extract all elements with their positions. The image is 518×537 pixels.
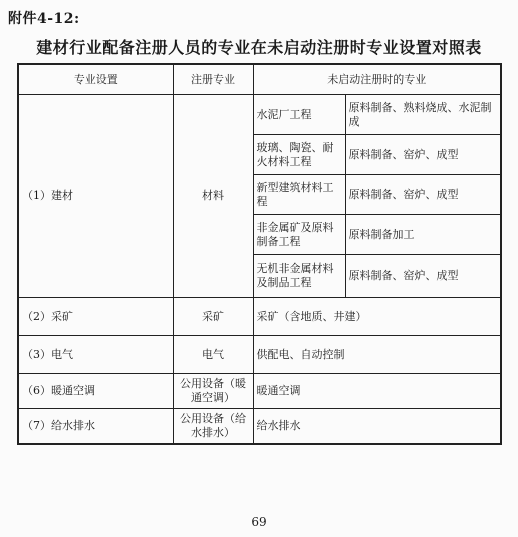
- unregistered-cell: 采矿（含地质、井建）: [253, 298, 501, 336]
- annex-label: 附件4-12:: [8, 11, 80, 27]
- sub-specialty-cell: 玻璃、陶瓷、耐火材料工程: [253, 135, 345, 175]
- registered-cell: 采矿: [173, 298, 253, 336]
- unregistered-cell: 供配电、自动控制: [253, 336, 501, 374]
- table-row: [18, 374, 501, 409]
- registered-cell: 公用设备（暖通空调）: [173, 374, 253, 409]
- registered-cell: 材料: [173, 95, 253, 298]
- table-row: [18, 95, 501, 135]
- document-title: 建材行业配备注册人员的专业在未启动注册时专业设置对照表: [36, 38, 482, 57]
- table-header-row: [18, 64, 501, 95]
- unregistered-cell: 暖通空调: [253, 374, 501, 409]
- table-row: [18, 409, 501, 445]
- sub-detail-cell: 原料制备加工: [345, 215, 501, 255]
- sub-detail-cell: 原料制备、窑炉、成型: [345, 255, 501, 298]
- page-number: 69: [251, 515, 267, 529]
- sub-detail-cell: 原料制备、窑炉、成型: [345, 175, 501, 215]
- header-unregistered: 未启动注册时的专业: [253, 64, 501, 95]
- table-row: [18, 298, 501, 336]
- specialty-cell: （2）采矿: [18, 298, 173, 336]
- registered-cell: 公用设备（给水排水）: [173, 409, 253, 445]
- sub-detail-cell: 原料制备、熟料烧成、水泥制成: [345, 95, 501, 135]
- specialty-cell: （7）给水排水: [18, 409, 173, 445]
- sub-specialty-cell: 新型建筑材料工程: [253, 175, 345, 215]
- header-registered: 注册专业: [173, 64, 253, 95]
- specialty-cell: （6）暖通空调: [18, 374, 173, 409]
- sub-detail-cell: 原料制备、窑炉、成型: [345, 135, 501, 175]
- specialty-cell: （3）电气: [18, 336, 173, 374]
- unregistered-cell: 给水排水: [253, 409, 501, 445]
- sub-specialty-cell: 非金属矿及原料制备工程: [253, 215, 345, 255]
- registered-cell: 电气: [173, 336, 253, 374]
- sub-specialty-cell: 无机非金属材料及制品工程: [253, 255, 345, 298]
- specialty-cell: （1）建材: [18, 95, 173, 298]
- specialty-table: [17, 63, 502, 445]
- table-row: [18, 336, 501, 374]
- sub-specialty-cell: 水泥厂工程: [253, 95, 345, 135]
- header-specialty: 专业设置: [18, 64, 173, 95]
